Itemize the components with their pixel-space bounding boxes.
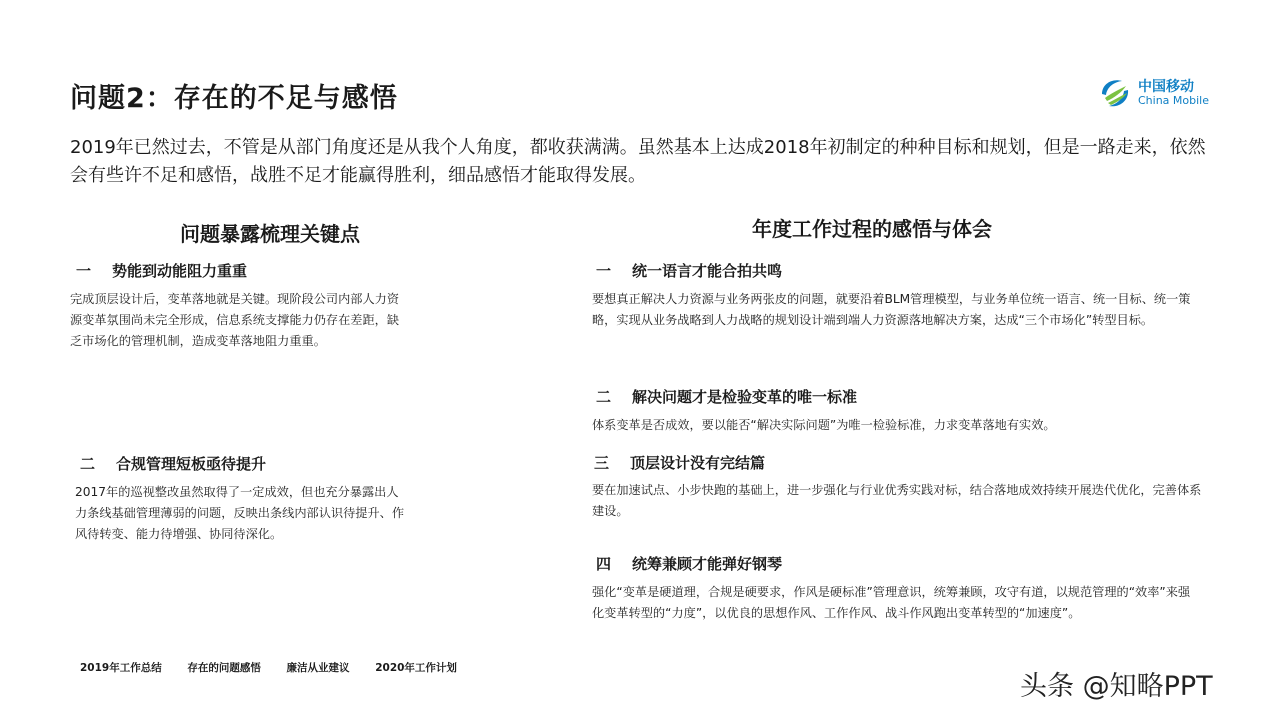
china-mobile-logo	[1096, 74, 1216, 114]
section-number: 三	[594, 454, 610, 472]
right-section-1-heading	[596, 260, 782, 281]
section-number: 二	[80, 455, 96, 473]
section-heading-text: 势能到动能阻力重重	[112, 262, 248, 280]
section-heading-text: 解决问题才是检验变革的唯一标准	[632, 388, 858, 406]
right-section-1-body: 要想真正解决人力资源与业务两张皮的问题，就要沿着BLM管理模型，与业务单位统一语言、统一目标、统一策略，实现从业务战略到人力战略的规划设计端到端人力资源落地解决方案，达成“三个市场化”转型目标。	[592, 292, 1191, 327]
footer-nav-item[interactable]: 存在的问题感悟	[187, 662, 261, 674]
footer-nav-item[interactable]: 2019年工作总结	[80, 662, 162, 674]
section-number: 二	[596, 388, 612, 406]
page-title: 问题2：存在的不足与感悟	[70, 83, 398, 114]
left-column-title: 问题暴露梳理关键点	[180, 222, 360, 246]
right-section-2-body: 体系变革是否成效，要以能否“解决实际问题”为唯一检验标准，力求变革落地有实效。	[592, 418, 1056, 432]
left-section-2-heading	[80, 453, 266, 474]
section-number: 一	[596, 262, 612, 280]
section-heading-text: 统一语言才能合拍共鸣	[632, 262, 783, 280]
section-heading-text: 统筹兼顾才能弹好钢琴	[632, 555, 783, 573]
right-section-3-heading	[594, 452, 765, 473]
footer-nav-item[interactable]: 2020年工作计划	[375, 662, 457, 674]
left-section-2-body: 2017年的巡视整改虽然取得了一定成效，但也充分暴露出人力条线基础管理薄弱的问题，反映出条线内部认识待提升、作风待转变、能力待增强、协同待深化。	[75, 485, 405, 541]
right-section-4-heading	[596, 553, 782, 574]
intro-paragraph: 2019年已然过去，不管是从部门角度还是从我个人角度，都收获满满。虽然基本上达成2018年初制定的种种目标和规划，但是一路走来，依然会有些许不足和感悟，战胜不足才能赢得胜利，细品感悟才能取得发展。	[70, 137, 1206, 186]
section-heading-text: 顶层设计没有完结篇	[630, 454, 766, 472]
right-section-3-body: 要在加速试点、小步快跑的基础上，进一步强化与行业优秀实践对标，结合落地成效持续开展迭代优化，完善体系建设。	[592, 483, 1202, 518]
left-section-1-heading	[76, 260, 247, 281]
watermark: 头条 @知略PPT	[1020, 671, 1213, 702]
section-number: 四	[596, 555, 612, 573]
section-heading-text: 合规管理短板亟待提升	[116, 455, 267, 473]
left-section-1-body: 完成顶层设计后，变革落地就是关键。现阶段公司内部人力资源变革氛围尚未完全形成，信息系统支撑能力仍存在差距，缺乏市场化的管理机制，造成变革落地阻力重重。	[70, 292, 400, 348]
right-section-2-heading	[596, 386, 857, 407]
right-column-title: 年度工作过程的感悟与体会	[752, 217, 992, 241]
section-number: 一	[76, 262, 92, 280]
footer-nav-item[interactable]: 廉洁从业建议	[286, 662, 350, 674]
china-mobile-logo-icon	[1096, 74, 1134, 112]
footer-nav	[80, 660, 479, 675]
logo-en-text: China Mobile	[1138, 94, 1210, 107]
right-section-4-body: 强化“变革是硬道理，合规是硬要求，作风是硬标准”管理意识，统筹兼顾，攻守有道，以规范管理的“效率”来强化变革转型的“力度”，以优良的思想作风、工作作风、战斗作风跑出变革转型的“加速度”。	[592, 585, 1191, 620]
logo-cn-text: 中国移动	[1138, 79, 1194, 95]
